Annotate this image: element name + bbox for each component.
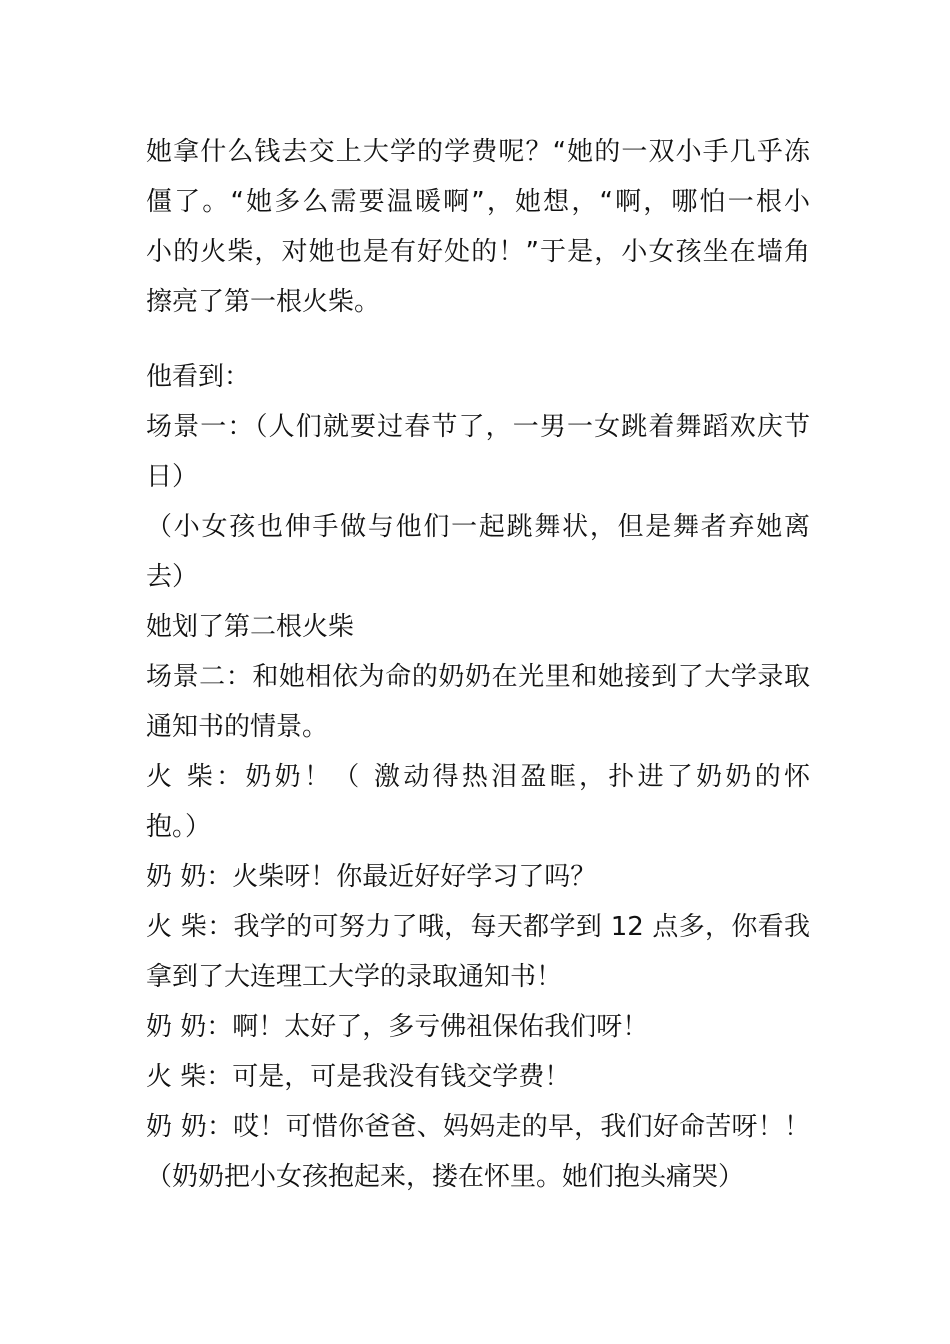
script-line: 场景二：和她相依为命的奶奶在光里和她接到了大学录取 <box>146 662 810 692</box>
paragraph-line: 小的火柴，对她也是有好处的！”于是，小女孩坐在墙角 <box>146 237 810 267</box>
script-line: 火 柴：可是，可是我没有钱交学费！ <box>146 1062 571 1092</box>
script-line: 抱。） <box>146 812 212 842</box>
script-line: 奶 奶：火柴呀！你最近好好学习了吗？ <box>146 862 597 892</box>
script-line: 场景一：（人们就要过春节了，一男一女跳着舞蹈欢庆节 <box>146 412 810 442</box>
paragraph-line: 擦亮了第一根火柴。 <box>146 287 381 317</box>
script-line: （奶奶把小女孩抱起来，搂在怀里。她们抱头痛哭） <box>146 1162 745 1192</box>
paragraph-line: 她拿什么钱去交上大学的学费呢？“她的一双小手几乎冻 <box>146 137 810 167</box>
script-line: 奶 奶：啊！太好了，多亏佛祖保佑我们呀！ <box>146 1012 649 1042</box>
script-line: 火 柴：我学的可努力了哦，每天都学到 12 点多，你看我 <box>146 912 810 942</box>
script-line: 她划了第二根火柴 <box>146 612 355 642</box>
script-line: 奶 奶：哎！可惜你爸爸、妈妈走的早，我们好命苦呀！！ <box>146 1112 810 1142</box>
script-line: 日） <box>146 462 199 492</box>
script-line: 通知书的情景。 <box>146 712 329 742</box>
script-line: 去） <box>146 562 199 592</box>
story-paragraph <box>146 127 810 327</box>
script-line: 他看到： <box>146 362 251 392</box>
script-line: 火 柴：奶奶！（ 激动得热泪盈眶，扑进了奶奶的怀 <box>146 762 810 792</box>
script-line: （小女孩也伸手做与他们一起跳舞状，但是舞者弃她离 <box>146 512 810 542</box>
script-section <box>146 352 810 1202</box>
script-line: 拿到了大连理工大学的录取通知书！ <box>146 962 563 992</box>
paragraph-line: 僵了。“她多么需要温暖啊”，她想，“啊，哪怕一根小 <box>146 187 810 217</box>
